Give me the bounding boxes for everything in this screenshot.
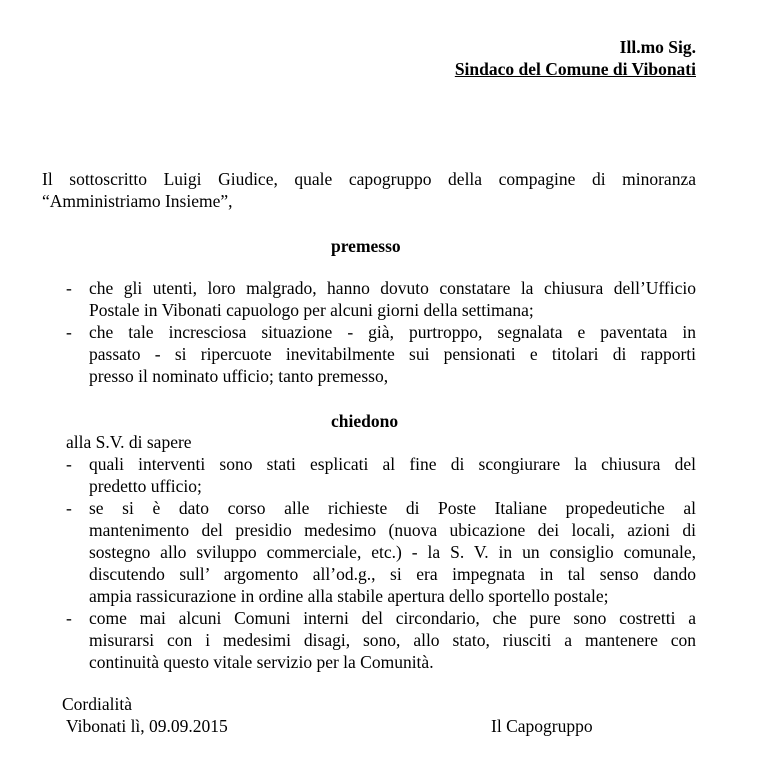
- chiedono-item-3: [89, 607, 696, 673]
- item-line: che gli utenti, loro malgrado, hanno dovuto constatare la chiusura dell’Ufficio: [89, 278, 696, 298]
- item-line: Postale in Vibonati capuologo per alcuni giorni della settimana;: [89, 300, 534, 320]
- chiedono-lead: alla S.V. di sapere: [66, 432, 192, 452]
- bullet-dash: -: [66, 608, 72, 628]
- item-line: come mai alcuni Comuni interni del circondario, che pure sono costretti a: [89, 608, 696, 628]
- item-line: che tale incresciosa situazione - già, purtroppo, segnalata e paventata in: [89, 322, 696, 342]
- bullet-dash: -: [66, 498, 72, 518]
- signature-label: Il Capogruppo: [491, 716, 593, 736]
- recipient-title: Ill.mo Sig.: [619, 37, 696, 57]
- intro-paragraph: [42, 168, 696, 212]
- item-line: discutendo sull’ argomento all’od.g., si era impegnata in tal senso dando: [89, 564, 696, 584]
- item-line: quali interventi sono stati esplicati al fine di scongiurare la chiusura del: [89, 454, 696, 474]
- bullet-dash: -: [66, 278, 72, 298]
- item-line: presso il nominato ufficio; tanto premesso,: [89, 366, 389, 386]
- intro-line: “Amministriamo Insieme”,: [42, 191, 233, 211]
- premesso-item-2: [89, 321, 696, 387]
- item-line: mantenimento del presidio medesimo (nuova ubicazione dei locali, azioni di: [89, 520, 696, 540]
- item-line: sostegno allo sviluppo commerciale, etc.) - la S. V. in un consiglio comunale,: [89, 542, 696, 562]
- chiedono-item-1: [89, 453, 696, 497]
- item-line: ampia rassicurazione in ordine alla stabile apertura dello sportello postale;: [89, 586, 609, 606]
- item-line: passato - si ripercuote inevitabilmente sui pensionati e titolari di rapporti: [89, 344, 696, 364]
- premesso-item-1: [89, 277, 696, 321]
- chiedono-heading: chiedono: [331, 411, 399, 431]
- recipient-name: Sindaco del Comune di Vibonati: [454, 59, 696, 79]
- item-line: continuità questo vitale servizio per la Comunità.: [89, 652, 434, 672]
- bullet-dash: -: [66, 454, 72, 474]
- bullet-dash: -: [66, 322, 72, 342]
- premesso-heading: premesso: [331, 236, 401, 256]
- intro-line: Il sottoscritto Luigi Giudice, quale capogruppo della compagine di minoranza: [42, 169, 696, 189]
- closing-greeting: Cordialità: [62, 694, 132, 714]
- item-line: misurarsi con i medesimi disagi, sono, allo stato, riusciti a mantenere con: [89, 630, 696, 650]
- item-line: predetto ufficio;: [89, 476, 202, 496]
- place-date: Vibonati lì, 09.09.2015: [66, 716, 228, 736]
- item-line: se si è dato corso alle richieste di Poste Italiane propedeutiche al: [89, 498, 696, 518]
- chiedono-item-2: [89, 497, 696, 607]
